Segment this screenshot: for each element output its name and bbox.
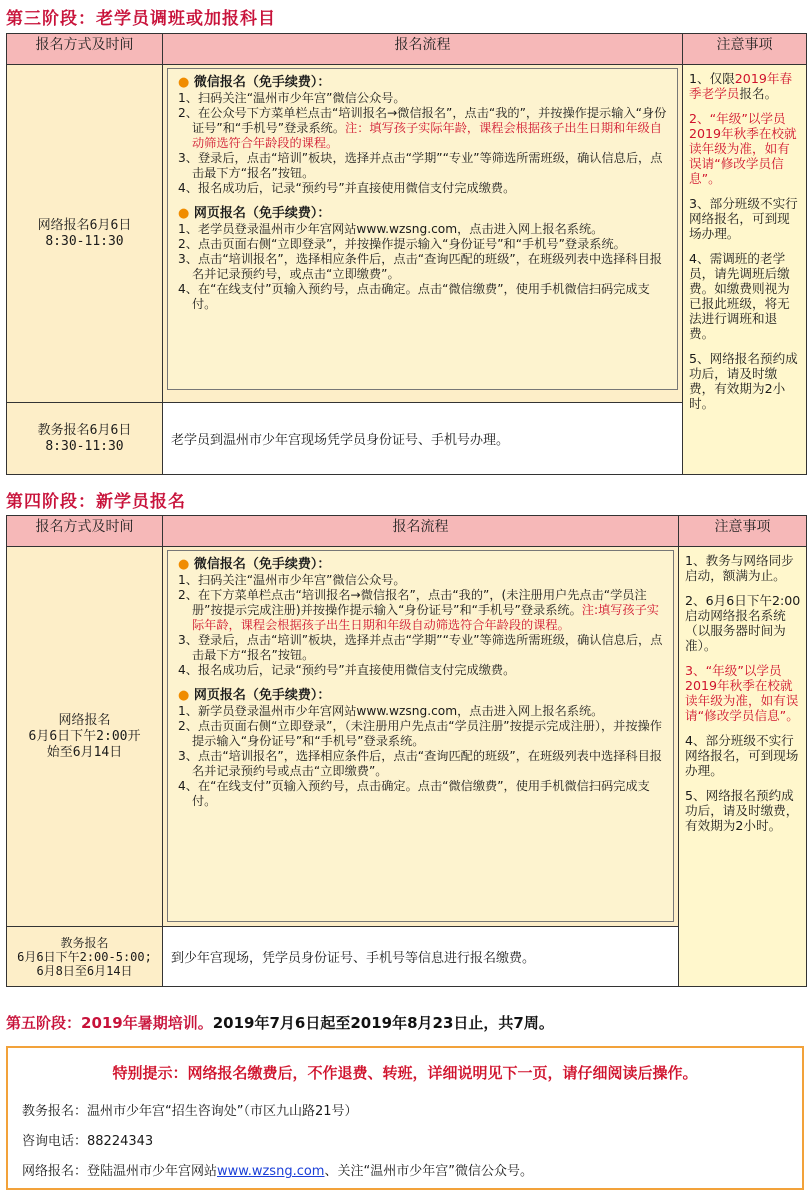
- note-3: 3、“年级”以学员2019年秋季在校就读年级为准，如有误请“修改学员信息”。: [685, 663, 799, 723]
- stage3-title: 第三阶段：老学员调班或加报科目: [6, 9, 276, 29]
- process-box: ● 微信报名（免手续费）： 1、扫码关注“温州市少年宫”微信公众号。 2、在下方菜单栏点击“培训报名→微信报名”，点击“我的”，(未注册用户先点击“学员注册”按提示完成注册)并按操作提示输入“身份证号”和“手机号”登录系统。注:填写孩子实际年龄，课程会根据孩子出生日期和年级自动筛选符合年龄段的课程。 3、登录后，点击“培训”板块，选择并点击“学期”“专业”等筛选所需班级，确认信息后，点击最下方“报名”按钮。 4、报名成功后，记录“预约号”并直接使用微信支付完成缴费。 ● 网页报名（免手续费）： 1、新学员登录温州市少年宫网站www.wzsng.com，点击进入网上报名系统。 2、点击页面右侧“立即登录”，（未注册用户先点击“学员注册”按提示完成注册），并按操作提示输入“身份证号”和“手机号”登录系统。 3、点击“培训报名”，选择相应条件后，点击“查询匹配的班级”，在班级列表中选择科目报名并记录预约号或点击“立即缴费”。 4、在“在线支付”页输入预约号，点击确定。点击“微信缴费”，使用手机微信扫码完成支付。: [167, 550, 674, 922]
- header-notes: 注意事项: [683, 34, 807, 65]
- web-heading: ● 网页报名（免手续费）：: [178, 688, 331, 703]
- note-5: 5、网络报名预约成功后，请及时缴费，有效期为2小时。: [689, 351, 798, 411]
- phone-number: 咨询电话：88224343: [22, 1134, 154, 1149]
- stage4-title: 第四阶段：新学员报名: [6, 492, 186, 512]
- online-enroll-line: 网络报名：登陆温州市少年宫网站www.wzsng.com、关注“温州市少年宫”微信公众号。: [22, 1164, 533, 1179]
- header-notes: 注意事项: [679, 516, 807, 547]
- web-heading: ● 网页报名（免手续费）：: [178, 206, 331, 221]
- wechat-heading: ● 微信报名（免手续费）：: [178, 557, 331, 572]
- header-process: 报名流程: [163, 516, 679, 547]
- wechat-heading: ● 微信报名（免手续费）：: [178, 75, 331, 90]
- bullet-icon: ●: [178, 75, 190, 90]
- office-time-cell: 教务报名6月6日 8:30-11:30: [7, 403, 163, 475]
- header-method: 报名方式及时间: [7, 34, 163, 65]
- online-time-cell: 网络报名6月6日 8:30-11:30: [7, 65, 163, 403]
- notes-cell: [683, 65, 807, 475]
- stage5-line: [6, 1012, 554, 1033]
- note-1: 1、仅限2019年春季老学员报名。: [689, 71, 793, 101]
- bullet-icon: ●: [178, 557, 190, 572]
- process-box: ● 微信报名（免手续费）： 1、扫码关注“温州市少年宫”微信公众号。 2、在公众号下方菜单栏点击“培训报名→微信报名”，点击“我的”，并按操作提示输入“身份证号”和“手机号”登录系统。注：填写孩子实际年龄，课程会根据孩子出生日期和年级自动筛选符合年龄段的课程。 3、登录后，点击“培训”板块，选择并点击“学期”“专业”等筛选所需班级，确认信息后，点击最下方“报名”按钮。 4、报名成功后，记录“预约号”并直接使用微信支付完成缴费。 ● 网页报名（免手续费）： 1、老学员登录温州市少年宫网站www.wzsng.com，点击进入网上报名系统。 2、点击页面右侧“立即登录”，并按操作提示输入“身份证号”和“手机号”登录系统。 3、点击“培训报名”，选择相应条件后，点击“查询匹配的班级”，在班级列表中选择科目报名并记录预约号，或点击“立即缴费”。 4、在“在线支付”页输入预约号，点击确定。点击“微信缴费”，使用手机微信扫码完成支付。: [167, 68, 678, 390]
- office-address: 教务报名：温州市少年宫“招生咨询处”（市区九山路21号）: [22, 1104, 358, 1119]
- note-3: 3、部分班级不实行网络报名，可到现场办理。: [689, 196, 798, 241]
- online-process-cell: [163, 65, 683, 403]
- online-process-cell: [163, 547, 679, 927]
- note-4: 4、部分班级不实行网络报名，可到现场办理。: [685, 733, 799, 778]
- stage4-table: [6, 515, 807, 987]
- header-process: 报名流程: [163, 34, 683, 65]
- note-4: 4、需调班的老学员，请先调班后缴费。如缴费则视为已报此班级，将无法进行调班和退费。: [689, 251, 790, 341]
- notice-title: 特别提示：网络报名缴费后，不作退费、转班，详细说明见下一页，请仔细阅读后操作。: [112, 1064, 698, 1082]
- note-2: 2、6月6日下午2:00启动网络报名系统（以服务器时间为准）。: [685, 593, 801, 653]
- stage5-text: 2019年7月6日起至2019年8月23日止，共7周。: [212, 1014, 554, 1032]
- special-notice-box: [6, 1046, 804, 1190]
- notes-cell: [679, 547, 807, 987]
- office-process-cell: 到少年宫现场，凭学员身份证号、手机号等信息进行报名缴费。: [163, 927, 679, 987]
- bullet-icon: ●: [178, 688, 190, 703]
- online-time-cell: 网络报名 6月6日下午2:00开 始至6月14日: [7, 547, 163, 927]
- note-1: 1、教务与网络同步启动，额满为止。: [685, 553, 794, 583]
- website-link[interactable]: www.wzsng.com: [217, 1164, 325, 1179]
- office-process-cell: 老学员到温州市少年宫现场凭学员身份证号、手机号办理。: [163, 403, 683, 475]
- bullet-icon: ●: [178, 206, 190, 221]
- stage5-title: 第五阶段：2019年暑期培训。: [6, 1014, 213, 1032]
- office-time-cell: 教务报名 6月6日下午2:00-5:00; 6月8日至6月14日: [7, 927, 163, 987]
- note-2: 2、“年级”以学员2019年秋季在校就读年级为准，如有误请“修改学员信息”。: [689, 111, 797, 186]
- note-5: 5、网络报名预约成功后，请及时缴费，有效期为2小时。: [685, 788, 799, 833]
- header-method: 报名方式及时间: [7, 516, 163, 547]
- stage3-table: [6, 33, 807, 475]
